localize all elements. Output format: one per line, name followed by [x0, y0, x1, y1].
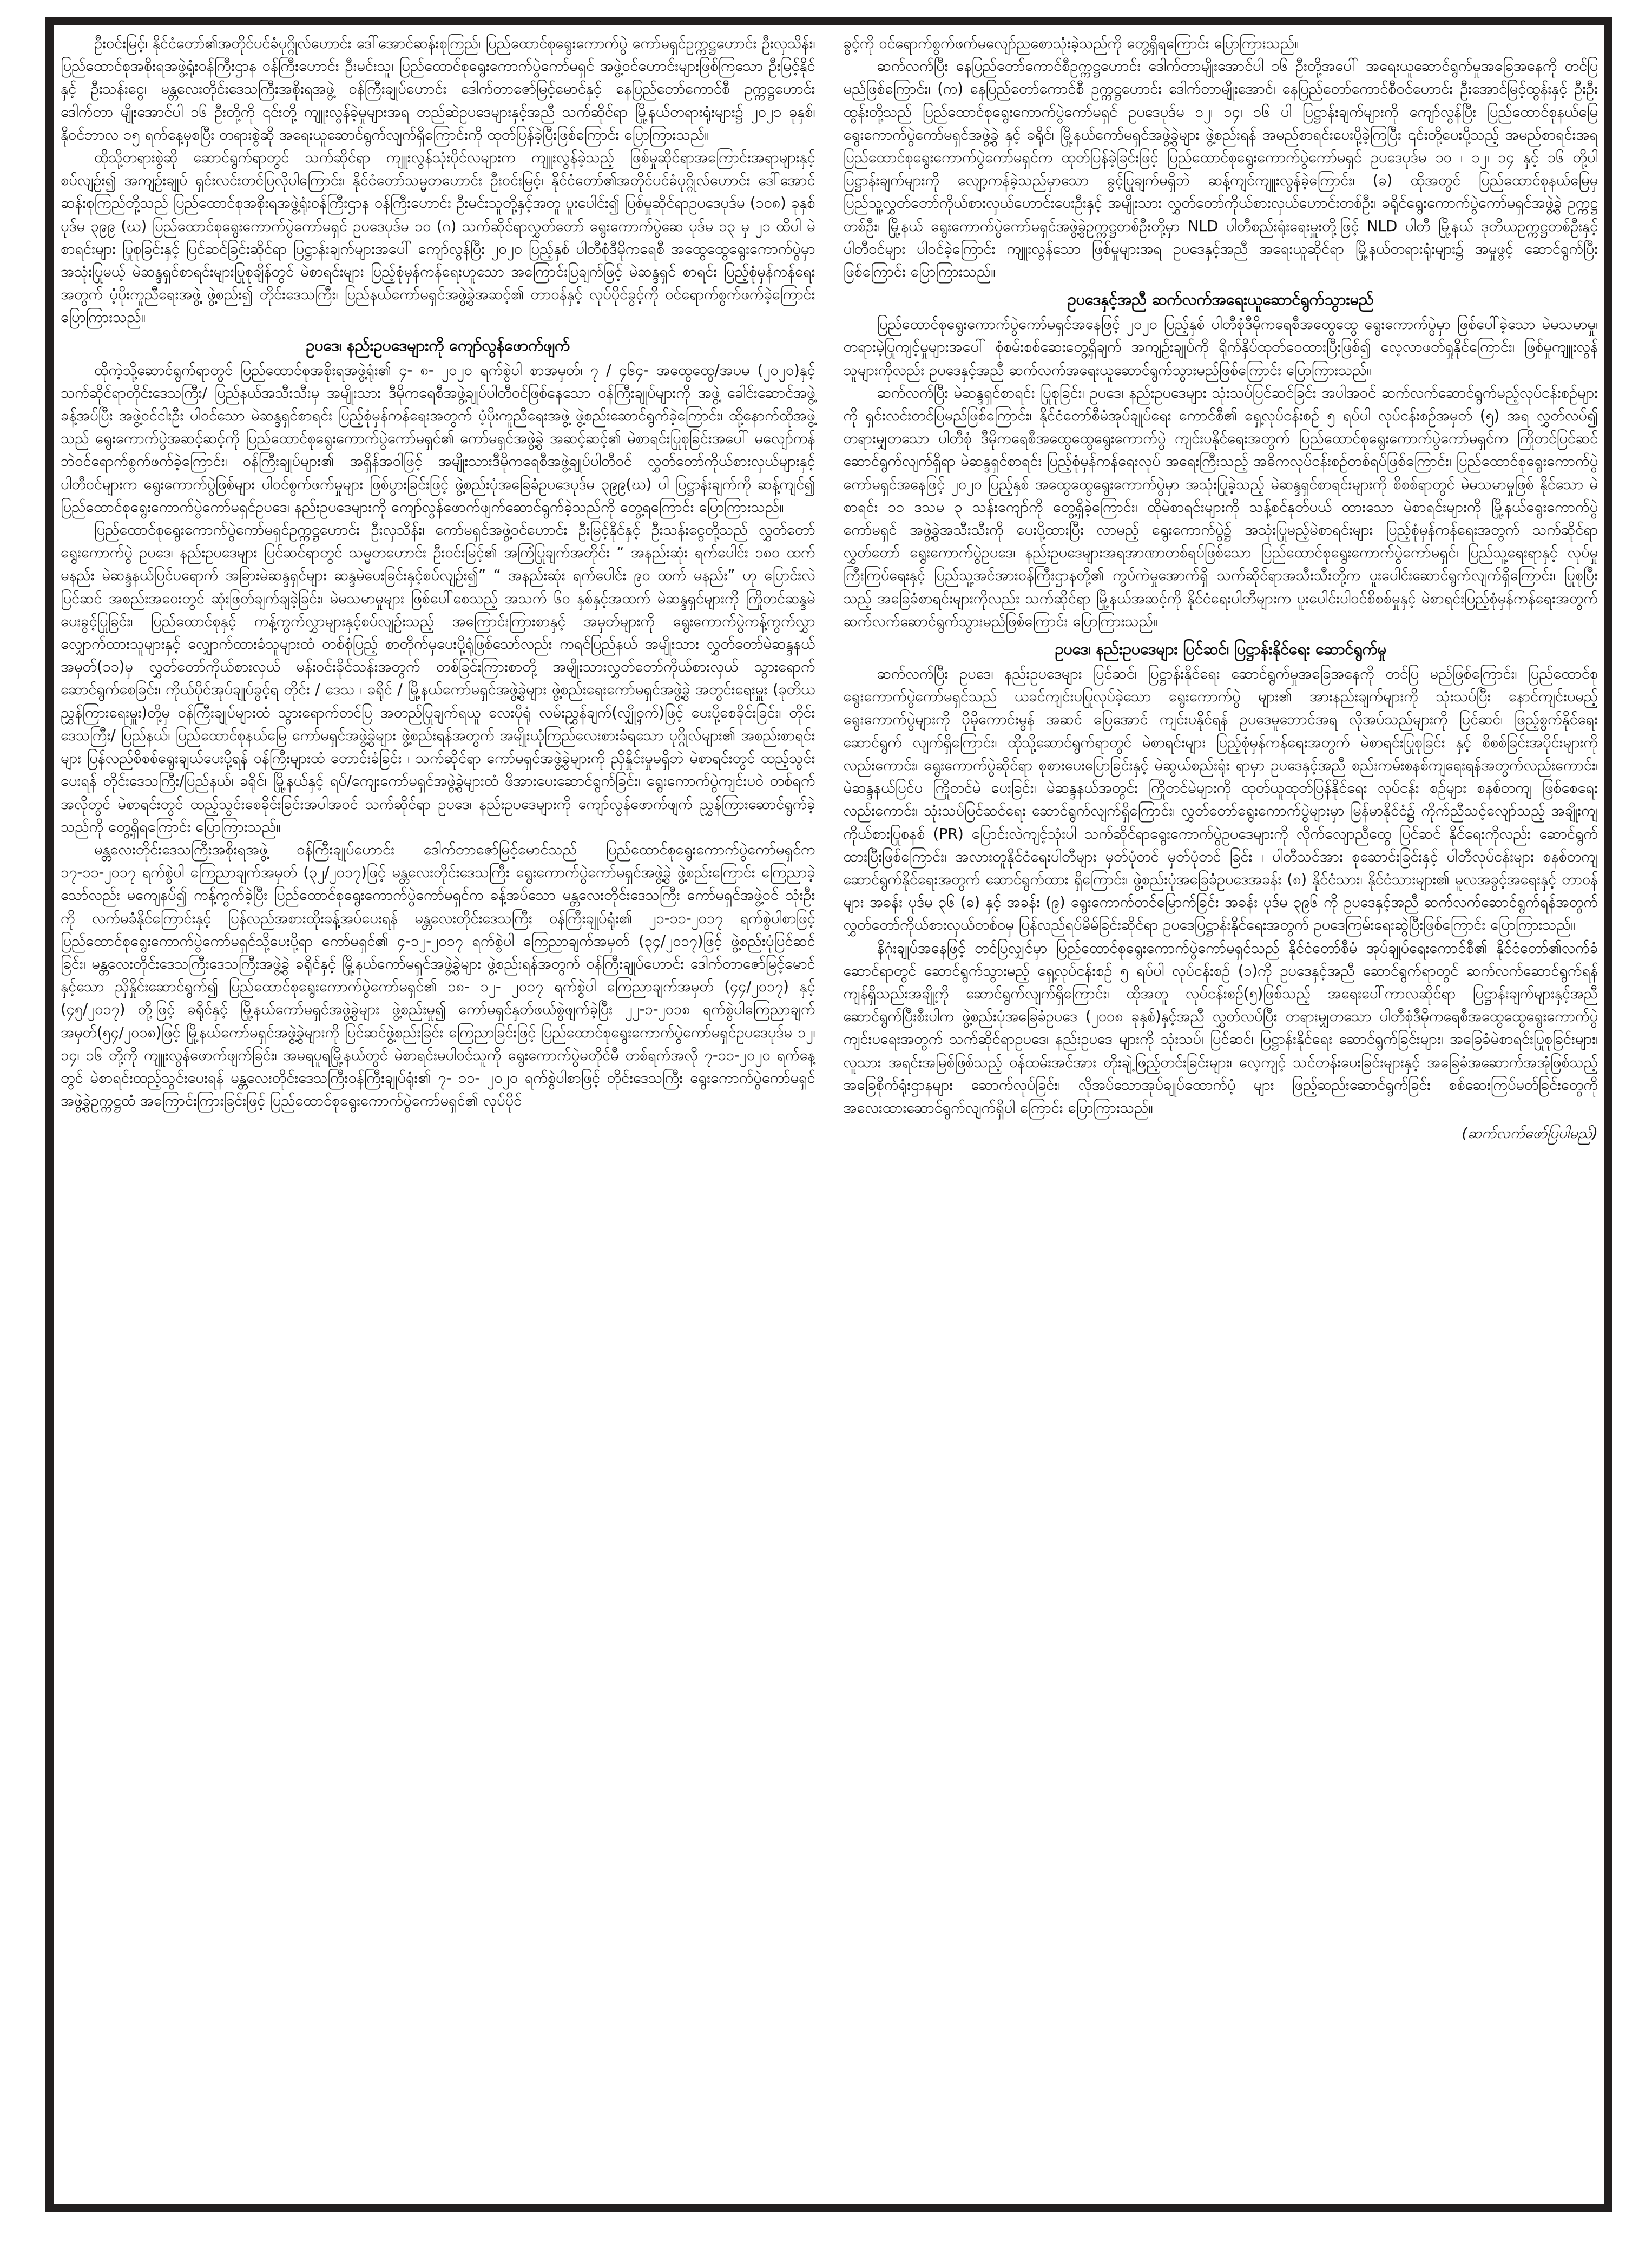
to-be-continued-note: (ဆက်လက်ဖော်ပြပါမည်)	[1462, 1125, 1598, 1142]
paragraph: နိဂုံးချုပ်အနေဖြင့် တင်ပြလျှင်မှာ ပြည်ထောင်စုရွေးကောက်ပွဲကော်မရှင်သည် နိုင်ငံတော်စီမံ အုပ်ချုပ်ရေးကောင်စီ၏ နိုင်ငံတော်၏လက်ခံဆောင်ရာတွင် ဆောင်ရွက်သွားမည့် ရှေ့လုပ်ငန်းစဉ် ၅ ရပ်ပါ လုပ်ငန်းစဉ် (၁)ကို ဥပဒေနှင့်အညီ ဆောင်ရွက်ရာတွင် ဆက်လက်ဆောင်ရွက်ရန် ကျန်ရှိသည်းအချို့ကို ဆောင်ရွက်လျက်ရှိကြောင်း၊ ထိုအတူ လုပ်ငန်းစဉ်(၅)ဖြစ်သည့် အရေးပေါ်ကာလဆိုင်ရာ ပြဋ္ဌာန်းချက်များနှင့်အညီ ဆောင်ရွက်ပြီးစီးပါက ဖွဲ့စည်းပုံအခြေခံဥပဒေ (၂၀၀၈ ခုနှစ်)နှင့်အညီ လွှတ်လပ်ပြီး တရားမျှတသော ပါတီစုံဒီမိုကရေစီအထွေထွေရွေးကောက်ပွဲကျင်းပရေးအတွက် သက်ဆိုင်ရာဥပဒေ၊ နည်းဥပဒေ များကို သုံးသပ်၊ ပြင်ဆင်၊ ပြဋ္ဌာန်းနိုင်ရေး ဆောင်ရွက်ခြင်းများ၊ အခြေခံမဲစာရင်းပြုစုခြင်းများ၊ လူသား အရင်းအမြစ်ဖြစ်သည့် ဝန်ထမ်းအင်အား တိုးချဲ့ဖြည့်တင်းခြင်းများ၊ လေ့ကျင့် သင်တန်းပေးခြင်းများနှင့် အခြေခံအဆောက်အအုံဖြစ်သည့် အခြေစိုက်ရုံးဌာနများ ဆောက်လုပ်ခြင်း၊ လိုအပ်သောအုပ်ချုပ်ထောက်ပံ့ များ ဖြည့်ဆည်းဆောင်ရွက်ခြင်း စစ်ဆေးကြပ်မတ်ခြင်းတွေကို အလေးထားဆောင်ရွက်လျက်ရှိပါ ကြောင်း ပြောကြားသည်။	[843, 939, 1598, 1116]
page-border-bottom	[45, 2204, 1612, 2212]
paragraph: ပြည်ထောင်စုရွေးကောက်ပွဲကော်မရှင်ဥက္ကဋ္ဌဟောင်း ဦးလှသိန်း၊ ကော်မရှင်အဖွဲ့ဝင်ဟောင်း ဦးမြင့်နိုင်နှင့် ဦးသန်းငွေတို့သည် လွှတ်တော်ရွေးကောက်ပွဲ ဥပဒေ၊ နည်းဥပဒေများ ပြင်ဆင်ရာတွင် သမ္မတဟောင်း ဦးဝင်းမြင့်၏ အကြံပြုချက်အတိုင်း “ အနည်းဆုံး ရက်ပေါင်း ၁၈၀ ထက်မနည်း မဲဆန္ဒနယ်ပြင်ပရောက် အခြားမဲဆန္ဒရှင်များ ဆန္ဒမဲပေးခြင်းနှင့်စပ်လျဉ်း၍” “ အနည်းဆုံး ရက်ပေါင်း ၉၀ ထက် မနည်း” ဟု ပြောင်းလဲပြင်ဆင် အစည်းအဝေးတွင် ဆုံးဖြတ်ချက်ချခဲ့ခြင်း၊ မဲမသမာမှုများ ဖြစ်ပေါ်စေသည့် အသက် ၆၀ နှစ်နှင့်အထက် မဲဆန္ဒရှင်များကို ကြိုတင်ဆန္ဒမဲပေးခွင့်ပြုခြင်း၊ ပြည်ထောင်စုနှင့် ကန့်ကွက်လွှာများနှင့်စပ်လျဉ်းသည့် အကြောင်းကြားစာနှင့် အမှတ်များကို ရွေးကောက်ပွဲကန့်ကွက်လွှာ လျှောက်ထားသူများနှင့် လျှောက်ထားခံသူများထံ တစ်စုံပြည့် စာတိုက်မှပေးပို့ရုံဖြစ်သော်လည်း ကရင်ပြည်နယ် အမျိုးသား လွှတ်တော်မဲဆန္ဒနယ်အမှတ်(၁၁)မှ လွှတ်တော်ကိုယ်စားလှယ် မန်းဝင်းခိုင်သန်းအတွက် တစ်ခြင်းကြားစာတို့ အမျိုးသားလွှတ်တော်ကိုယ်စားလှယ် သွားရောက်ဆောင်ရွက်စေခြင်း၊ ကိုယ်ပိုင်အုပ်ချုပ်ခွင့်ရ တိုင်း / ဒေသ ၊ ခရိုင် / မြို့နယ်ကော်မရှင်အဖွဲ့ခွဲများ ဖွဲ့စည်းရေးကော်မရှင်အဖွဲ့ခွဲ အတွင်းရေးမှူး (ခုတိယညွှန်ကြားရေးမှူး)တို့မှ ဝန်ကြီးချုပ်များထံ သွားရောက်တင်ပြ အတည်ပြုချက်ရယူ လေးပိုရုံ လမ်းညွှန်ချက်(လျှို့ဝှက်)ဖြင့် ပေးပို့စေခိုင်းခြင်း၊ တိုင်းဒေသကြီး/ ပြည်နယ်၊ ပြည်ထောင်စုနယ်မြေ ကော်မရှင်အဖွဲ့ခွဲများ ဖွဲ့စည်းရန်အတွက် အမျိုးယုံကြည်လေးစားခံရသော ပုဂ္ဂိုလ်များ၏ အစည်းစာရင်းများ ပြန်လည်စိစစ်ရွေးချယ်ပေးပို့ရန် ဝန်ကြီးများထံ တောင်းခံခြင်း ၊ သက်ဆိုင်ရာ ကော်မရှင်အဖွဲ့ခွဲများကို ညှိနှိုင်းမှုမရှိဘဲ မဲစာရင်းတွင် ထည့်သွင်းပေးရန် တိုင်းဒေသကြီး/ပြည်နယ်၊ ခရိုင်၊ မြို့နယ်နှင့် ရပ်/ကျေးကော်မရှင်အဖွဲ့ခွဲများထံ ဖိအားပေးဆောင်ရွက်ခြင်း၊ ရွေးကောက်ပွဲကျင်းပဝဲ တစ်ရက်အလိုတွင် မဲစာရင်းတွင် ထည့်သွင်းစေခိုင်းခြင်းအပါအဝင် သက်ဆိုင်ရာ ဥပဒေ၊ နည်းဥပဒေများကို ကျော်လွန်ဖောက်ဖျက် ညွှန်ကြားဆောင်ရွက်ခဲ့သည်ကို တွေ့ရှိရကြောင်း ပြောကြားသည်။	[61, 522, 815, 836]
paragraph: ပြည်ထောင်စုရွေးကောက်ပွဲကော်မရှင်အနေဖြင့် ၂၀၂၀ ပြည့်နှစ် ပါတီစုံဒီမိုကရေစီအထွေထွေ ရွေးကောက်ပွဲမှာ ဖြစ်ပေါ်ခဲ့သော မဲမသမာမှု၊ တရားမဲ့ပြုကျင့်မှုများအပေါ် စုံစမ်းစစ်ဆေးတွေ့ရှိချက် အကျဉ်းချုပ်ကို ရိုက်နှိပ်ထုတ်ဝေထားပြီးဖြစ်၍ လေ့လာဖတ်ရှုနိုင်ကြောင်း၊ ဖြစ်မှုကျူးလွန်သူများကိုလည်း ဥပဒေနှင့်အညီ ဆက်လက်အရေးယူဆောင်ရွက်သွားမည်ဖြစ်ကြောင်း ပြောကြားသည်။	[843, 316, 1598, 379]
page-border-left	[45, 17, 54, 2212]
paragraph: ဦးဝင်းမြင့်၊ နိုင်ငံတော်၏အတိုင်ပင်ခံပုဂ္ဂိုလ်ဟောင်း ဒေါ်အောင်ဆန်းစုကြည်၊ ပြည်ထောင်စုရွေးကောက်ပွဲ ကော်မရှင်ဥက္ကဋ္ဌဟောင်း ဦးလှသိန်း၊ ပြည်ထောင်စုအစိုးရအဖွဲ့ရုံးဝန်ကြီးဌာန ဝန်ကြီးဟောင်း ဦးမင်းသူ၊ ပြည်ထောင်စုရွေးကောက်ပွဲကော်မရှင် အဖွဲ့ဝင်ဟောင်းများဖြစ်ကြသော ဦးမြင့်နိုင်နှင့် ဦးသန်းငွေ၊ မန္တလေးတိုင်းဒေသကြီးအစိုးရအဖွဲ့ ဝန်ကြီးချုပ်ဟောင်း ဒေါက်တာဇော်မြင့်မောင်နှင့် နေပြည်တော်ကောင်စီ ဥက္ကဋ္ဌဟောင်း ဒေါက်တာ မျိုးအောင်ပါ ၁၆ ဦးတို့ကို ၎င်းတို့ ကျူးလွန်ခဲ့မှုများအရ တည်ဆဲဥပဒေများနှင့်အညီ သက်ဆိုင်ရာ မြို့နယ်တရားရုံးများ၌ ၂၀၂၁ ခုနှစ်၊ နိုဝင်ဘာလ ၁၅ ရက်နေ့မှစပြီး တရားစွဲဆို အရေးယူဆောင်ရွက်လျက်ရှိကြောင်းကို ထုတ်ပြန်ခဲ့ပြီးဖြစ်ကြောင်း ပြောကြားသည်။	[61, 35, 815, 143]
paragraph: မန္တလေးတိုင်းဒေသကြီးအစိုးရအဖွဲ့ ဝန်ကြီးချုပ်ဟောင်း ဒေါက်တာဇော်မြင့်မောင်သည် ပြည်ထောင်စုရွေးကောက်ပွဲကော်မရှင်က ၁၇-၁၁-၂၀၁၇ ရက်စွဲပါ ကြေညာချက်အမှတ် (၃၂/၂၀၁၇)ဖြင့် မန္တလေးတိုင်းဒေသကြီး ရွေးကောက်ပွဲကော်မရှင်အဖွဲ့ခွဲ ဖွဲ့စည်းကြောင်း ကြေညာခဲ့သော်လည်း မကျေနပ်၍ ကန့်ကွက်ခဲ့ပြီး ပြည်ထောင်စုရွေးကောက်ပွဲကော်မရှင်က ခန့်အပ်သော မန္တလေးတိုင်းဒေသကြီး ကော်မရှင်အဖွဲ့ဝင် သုံးဦးကို လက်မခံနိုင်ကြောင်းနှင့် ပြန်လည်အစားထိုးခန့်အပ်ပေးရန် မန္တလေးတိုင်းဒေသကြီး ဝန်ကြီးချုပ်ရုံး၏ ၂၁-၁၁-၂၀၁၇ ရက်စွဲပါစာဖြင့် ပြည်ထောင်စုရွေးကောက်ပွဲကော်မရှင်သို့ပေးပို့ရာ ကော်မရှင်၏ ၄-၁၂-၂၀၁၇ ရက်စွဲပါ ကြေညာချက်အမှတ် (၃၄/၂၀၁၇)ဖြင့် ဖွဲ့စည်းပုံပြင်ဆင်ခြင်း၊ မန္တလေးတိုင်းဒေသကြီးဒေသကြီးအဖွဲ့ခွဲ ခရိုင်နှင့် မြို့နယ်ကော်မရှင်အဖွဲ့ခွဲများ ဖွဲ့စည်းရန်အတွက် ဝန်ကြီးချုပ်ဟောင်း ဒေါက်တာဇော်မြင့်မောင်နှင့်သော ညှိနှိုင်းဆောင်ရွက်၍ ပြည်ထောင်စုရွေးကောက်ပွဲကော်မရှင်၏ ၁၈- ၁၂- ၂၀၁၇ ရက်စွဲပါ ကြေညာချက်အမှတ် (၄၄/၂၀၁၇) နှင့် (၄၅/၂၀၁၇) တို့ဖြင့် ခရိုင်နှင့် မြို့နယ်ကော်မရှင်အဖွဲ့ခွဲများ ဖွဲ့စည်းမှု၍ ကော်မရှင်နှတ်ဖယ်စွဲဖျက်ခဲ့ပြီး ၂၂-၁-၂၀၁၈ ရက်စွဲပါကြေညာချက်အမှတ်(၅၄/၂၀၁၈)ဖြင့် မြို့နယ်ကော်မရှင်အဖွဲ့ခွဲများကို ပြင်ဆင်ဖွဲ့စည်းခြင်း ကြေညာခြင်းဖြင့် ပြည်ထောင်စုရွေးကောက်ပွဲကော်မရှင်ဥပဒေပုဒ်မ ၁၂၊ ၁၄၊ ၁၆ တို့ကို ကျူးလွန်ဖောက်ဖျက်ခြင်း၊ အမရပူရမြို့နယ်တွင် မဲစာရင်းမပါဝင်သူကို ရွေးကောက်ပွဲမတိုင်မီ တစ်ရက်အလို ၇-၁၁-၂၀၂၀ ရက်နေ့တွင် မဲစာရင်းထည့်သွင်းပေးရန် မန္တလေးတိုင်းဒေသကြီးဝန်ကြီးချုပ်ရုံး၏ ၇- ၁၁- ၂၀၂၀ ရက်စွဲပါစာဖြင့် တိုင်းဒေသကြီး ရွေးကောက်ပွဲကော်မရှင်အဖွဲ့ခွဲဥက္ကဋ္ဌထံ အကြောင်းကြားခြင်းဖြင့် ပြည်ထောင်စုရွေးကောက်ပွဲကော်မရှင်၏ လုပ်ပိုင်	[61, 841, 815, 1110]
section-heading-law-amendment: ဥပဒေ၊ နည်းဥပဒေများ ပြင်ဆင်၊ ပြဋ္ဌာန်းနိုင်ရေး ဆောင်ရွက်မှု	[1055, 640, 1386, 659]
paragraph: ခွင့်ကို ဝင်ရောက်စွက်ဖက်မလျော်ညစောသုံးခဲ့သည်ကို တွေ့ရှိရကြောင်း ပြောကြားသည်။	[843, 35, 1299, 52]
paragraph: ဆက်လက်ပြီး မဲဆန္ဒရှင်စာရင်း ပြုစုခြင်း၊ ဥပဒေ၊ နည်းဥပဒေများ သုံးသပ်ပြင်ဆင်ခြင်း အပါအဝင် ဆက်လက်ဆောင်ရွက်မည့်လုပ်ငန်းစဉ်များကို ရှင်းလင်းတင်ပြမည်ဖြစ်ကြောင်း၊ နိုင်ငံတော်စီမံအုပ်ချုပ်ရေး ကောင်စီ၏ ရှေ့လုပ်ငန်းစဉ် ၅ ရပ်ပါ လုပ်ငန်းစဉ်အမှတ် (၅) အရ လွှတ်လပ်၍ တရားမျှတသော ပါတီစုံ ဒီမိုကရေစီအထွေထွေရွေးကောက်ပွဲ ကျင်းပနိုင်ရေးအတွက် ပြည်ထောင်စုရွေးကောက်ပွဲကော်မရှင်က ကြိုတင်ပြင်ဆင်ဆောင်ရွက်လျက်ရှိရာ မဲဆန္ဒရှင်စာရင်း ပြည့်စုံမှန်ကန်ရေးလုပ် အရေးကြီးသည့် အဓိကလုပ်ငန်းစဉ်တစ်ရပ်ဖြစ်ကြောင်း၊ ပြည်ထောင်စုရွေးကောက်ပွဲကော်မရှင်အနေဖြင့် ၂၀၂၀ ပြည့်နှစ် အထွေထွေရွေးကောက်ပွဲမှာ အသုံးပြုခဲ့သည့် မဲဆန္ဒရှင်စာရင်းများကို စိစစ်ရာတွင် မဲမသမာမှုဖြစ် နိုင်သော မဲစာရင်း ၁၁ ဒသမ ၃ သန်းကျော်ကို တွေ့ရှိခဲ့ကြောင်း၊ ထိုမဲစာရင်းများကို သန့်စင်နုတ်ပယ် ထားသော မဲစာရင်းများကို မြို့နယ်ရွေးကောက်ပွဲကော်မရှင် အဖွဲ့ခွဲအသီးသီးကို ပေးပို့ထားပြီး လာမည့် ရွေးကောက်ပွဲ၌ အသုံးပြုမည့်မဲစာရင်းများ ပြည့်စုံမှန်ကန်ရေးအတွက် သက်ဆိုင်ရာလွှတ်တော် ရွေးကောက်ပွဲဥပဒေ၊ နည်းဥပဒေများအရအာဏာတစ်ရပ်ဖြစ်သော ပြည်ထောင်စုရွေးကောက်ပွဲကော်မရှင်၊ ပြည်သူ့ရေးရာနှင့် လုပ်မှုကြီးကြပ်ရေးနှင့် ပြည်သူ့အင်အားဝန်ကြီးဌာနတို့၏ ကွပ်ကဲမှုအောက်ရှိ သက်ဆိုင်ရာအသီးသီးတို့က ပူးပေါင်းဆောင်ရွက်လျက်ရှိကြောင်း၊ ပြုစုပြီးသည့် အခြေခံစာရင်းများကိုလည်း သက်ဆိုင်ရာ မြို့နယ်အဆင့်ကို နိုင်ငံရေးပါတီများက ပူးပေါင်းပါဝင်စိစစ်မှုနှင့် မဲစာရင်းပြည့်စုံမှန်ကန်ရေးအတွက် ဆက်လက်ဆောင်ရွက်သွားမည်ဖြစ်ကြောင်း ပြောကြားသည်။	[843, 384, 1598, 630]
page-border-right	[1604, 17, 1612, 2212]
article-content	[61, 32, 1598, 2197]
right-column	[844, 32, 1598, 2197]
paragraph: ဆက်လက်ပြီး နေပြည်တော်ကောင်စီဥက္ကဋ္ဌဟောင်း ဒေါက်တာမျိုးအောင်ပါ ၁၆ ဦးတို့အပေါ် အရေးယူဆောင်ရွက်မှုအခြေအနေကို တင်ပြမည်ဖြစ်ကြောင်း၊ (က) နေပြည်တော်ကောင်စီ ဥက္ကဋ္ဌဟောင်း ဒေါက်တာမျိုးအောင်၊ နေပြည်တော်ကောင်စီဝင်ဟောင်း ဦးအောင်မြင့်ထွန်းနှင့် ဦးဦးထွန်းတို့သည် ပြည်ထောင်စုရွေးကောက်ပွဲကော်မရှင် ဥပဒေပုဒ်မ ၁၂၊ ၁၄၊ ၁၆ ပါ ပြဋ္ဌာန်းချက်များကို ကျော်လွန်ပြီး ပြည်ထောင်စုနယ်မြေရွေးကောက်ပွဲကော်မရှင်အဖွဲ့ခွဲ နှင့် ခရိုင်၊ မြို့နယ်ကော်မရှင်အဖွဲ့ခွဲများ ဖွဲ့စည်းရန် အမည်စာရင်းပေးပို့ခဲ့ကြပြီး ၎င်းတို့ပေးပို့သည့် အမည်စာရင်းအရ ပြည်ထောင်စုရွေးကောက်ပွဲကော်မရှင်က ထုတ်ပြန်ခဲ့ခြင်းဖြင့် ပြည်ထောင်စုရွေးကောက်ပွဲကော်မရှင် ဥပဒေပုဒ်မ ၁၀ ၊ ၁၂၊ ၁၄ နှင့် ၁၆ တို့ပါ ပြဋ္ဌာန်းချက်များကို လျော့ကန်ခဲ့သည်မှာသော ခွင့်ပြုချက်မရှိဘဲ ဆန့်ကျင်ကျူးလွန်ခဲ့ကြောင်း၊ (ခ) ထိုအတွင် ပြည်ထောင်စုနယ်မြေမှ ပြည်သူ့လွှတ်တော်ကိုယ်စားလှယ်ဟောင်းပေးဦးနှင့် အမျိုးသား လွှတ်တော်ကိုယ်စားလှယ်ဟောင်းတစ်ဦး၊ ခရိုင်ရွေးကောက်ပွဲကော်မရှင်အဖွဲ့ခွဲ ဥက္ကဋ္ဌတစ်ဦး၊ မြို့နယ် ရွေးကောက်ပွဲကော်မရှင်အဖွဲ့ခွဲဥက္ကဋ္ဌတစ်ဦးတို့မှာ NLD ပါတီစည်းရုံးရေးမှူးတို့ဖြင့် NLD ပါတီ မြို့နယ် ဒုတိယဥက္ကဋ္ဌတစ်ဦးနှင့် ပါတီဝင်များ ပါဝင်ခဲ့ကြောင်း ကျူးလွန်သော ဖြစ်မှုများအရ ဥပဒေနှင့်အညီ အရေးယူဆိုင်ရာ မြို့နယ်တရားရုံးများ၌ အမှုဖွင့် ဆောင်ရွက်ပြီးဖြစ်ကြောင်း ပြောကြားသည်။	[843, 58, 1598, 281]
page-border-top	[45, 17, 1612, 25]
paragraph: ဆက်လက်ပြီး ဥပဒေ၊ နည်းဥပဒေများ ပြင်ဆင်၊ ပြဋ္ဌာန်းနိုင်ရေး ဆောင်ရွက်မှုအခြေအနေကို တင်ပြ မည်ဖြစ်ကြောင်း၊ ပြည်ထောင်စုရွေးကောက်ပွဲကော်မရှင်သည် ယခင်ကျင်းပပြုလုပ်ခဲ့သော ရွေးကောက်ပွဲ များ၏ အားနည်းချက်များကို သုံးသပ်ပြီး နောင်ကျင်းပမည့် ရွေးကောက်ပွဲများကို ပိုမိုကောင်းမွန် အဆင် ပြေအောင် ကျင်းပနိုင်ရန် ဥပဒေမူဘောင်အရ လိုအပ်သည်များကို ပြင်ဆင်၊ ဖြည့်စွက်နိုင်ရေး ဆောင်ရွက် လျက်ရှိကြောင်း၊ ထိုသို့ဆောင်ရွက်ရာတွင် မဲစာရင်းများ ပြည့်စုံမှန်ကန်ရေးအတွက် မဲစာရင်းပြုစုခြင်း နှင့် စိစစ်ခြင်းအပိုင်းများကိုလည်းကောင်း၊ ရွေးကောက်ပွဲဆိုင်ရာ စုစားပေးပြောခြင်းနှင့် မဲဆွယ်စည်းရုံး ရာမှာ ဥပဒေနှင့်အညီ စည်းကမ်းစနစ်ကျရေးရန်အတွက်လည်းကောင်း၊ မဲဆန္ဒနယ်ပြင်ပ ကြိုတင်မဲ ပေးခြင်း၊ မဲဆန္ဒနယ်အတွင်း ကြိုတင်မဲများကို ထုတ်ယူထုတ်ပြန်နိုင်ရေး လုပ်ငန်း စဉ်များ စနစ်တကျ ဖြစ်စေရေးလည်းကောင်း၊ သုံးသပ်ပြင်ဆင်ရေး ဆောင်ရွက်လျက်ရှိကြောင်း၊ လွှတ်တော်ရွေးကောက်ပွဲများမှာ မြန်မာနိုင်ငံ၌ ကိုက်ညီသင့်လျော်သည့် အချိုးကျကိုယ်စားပြုစနစ် (PR) ပြောင်းလဲကျင့်သုံးပါ သက်ဆိုင်ရာရွေးကောက်ပွဲဥပဒေများကို လိုက်လျောညီထွေ ပြင်ဆင် နိုင်ရေးကိုလည်း ဆောင်ရွက်ထားပြီးဖြစ်ကြောင်း၊ အလားတူနိုင်ငံရေးပါတီများ မှတ်ပုံတင် မှတ်ပုံတင် ခြင်း ၊ ပါတီသင်အား စုဆောင်းခြင်းနှင့် ပါတီလုပ်ငန်းများ စနစ်တကျ ဆောင်ရွက်နိုင်ရေးအတွက် ဆောင်ရွက်ထား ရှိကြောင်း၊ ဖွဲ့စည်းပုံအခြေခံဥပဒေအခန်း (၈) နိုင်ငံသား၊ နိုင်ငံသားများ၏ မူလအခွင့်အရေးနှင့် တာဝန်များ အခန်း ပုဒ်မ ၃၆ (ခ) နှင့် အခန်း (၉) ရွေးကောက်တင်မြောက်ခြင်း အခန်း ပုဒ်မ ၃၉၆ ကို ဥပဒေနှင့်အညီ ဆက်လက်ဆောင်ရွက်ရန်အတွက် လွှတ်တော်ကိုယ်စားလှယ်တစ်ဝမှ ပြန်လည်ရပ်မိမ်ခြင်းဆိုင်ရာ ဥပဒေပြဋ္ဌာန်းနိုင်ရေးအတွက် ဥပဒေကြမ်းရေးဆွဲပြီးဖြစ်ကြောင်း ပြောကြားသည်။	[843, 666, 1598, 934]
section-heading-continued-action: ဥပဒေနှင့်အညီ ဆက်လက်အရေးယူဆောင်ရွက်သွားမည်	[1067, 290, 1374, 309]
paragraph: ထိုကဲ့သို့ဆောင်ရွက်ရာတွင် ပြည်ထောင်စုအစိုးရအဖွဲ့ရုံး၏ ၄- ၈- ၂၀၂၀ ရက်စွဲပါ စာအမှတ်၊ ၇ / ၄၆၄- အထွေထွေ/အပမ (၂၀၂၀)နှင့် သက်ဆိုင်ရာတိုင်းဒေသကြီး/ ပြည်နယ်အသီးသီးမှ အမျိုးသား ဒီမိုကရေစီအဖွဲ့ချုပ်ပါတီဝင်ဖြစ်နေသော ဝန်ကြီးချုပ်များကို အဖွဲ့ ခေါင်းဆောင်အဖွဲ့ခန့်အပ်ပြီး အဖွဲ့ဝင်ငါးဦး ပါဝင်သော မဲဆန္ဒရှင်စာရင်း ပြည့်စုံမှန်ကန်ရေးအတွက် ပံ့ပိုးကူညီရေးအဖွဲ့ ဖွဲ့စည်းဆောင်ရွက်ခဲ့ကြောင်း၊ ထို့နောက်ထိုအဖွဲ့သည် ရွေးကောက်ပွဲအဆင့်ဆင့်ကို ပြည်ထောင်စုရွေးကောက်ပွဲကော်မရှင်၏ ကော်မရှင်အဖွဲ့ခွဲ အဆင့်ဆင့်၏ မဲစာရင်းပြုစုခြင်းအပေါ် မလျော်ကန်ဘဲဝင်ရောက်စွက်ဖက်ခဲ့ကြောင်း၊ ဝန်ကြီးချုပ်များ၏ အရှိန်အဝါဖြင့် အမျိုးသားဒီမိုကရေစီအဖွဲ့ချုပ်ပါတီဝင် လွှတ်တော်ကိုယ်စားလှယ်များနှင့် ပါတီဝင်များက ရွေးကောက်ပွဲဖြစ်များ ပါဝင်စွက်ဖက်မှုများ ဖြစ်ပွားခြင်းဖြင့် ဖွဲ့စည်းပုံအခြေခံဥပဒေပုဒ်မ ၃၉၉(ဃ) ပါ ပြဋ္ဌာန်းချက်ကို ဆန့်ကျင်၍ ပြည်ထောင်စုရွေးကောက်ပွဲကော်မရှင်ဥပဒေ၊ နည်းဥပဒေများကို ကျော်လွန်ဖောက်ဖျက်ဆောင်ရွက်ခဲ့သည်ကို တွေ့ရကြောင်း ပြောကြားသည်။	[61, 361, 815, 516]
section-heading-law-violation: ဥပဒေ၊ နည်းဥပဒေများကို ကျော်လွန်ဖောက်ဖျက်	[306, 336, 570, 354]
paragraph: ထိုသို့တရားစွဲဆို ဆောင်ရွက်ရာတွင် သက်ဆိုင်ရာ ကျူးလွန်သုံးပိုင်လများက ကျူးလွန်ခဲ့သည့် ဖြစ်မှုဆိုင်ရာအကြောင်းအရာများနှင့်စပ်လျဉ်း၍ အကျဉ်းချုပ် ရှင်းလင်းတင်ပြလိုပါကြောင်း၊ နိုင်ငံတော်သမ္မတဟောင်း ဦးဝင်းမြင့်၊ နိုင်ငံတော်၏အတိုင်ပင်ခံပုဂ္ဂိုလ်ဟောင်း ဒေါ်အောင်ဆန်းစုကြည်တို့သည် ပြည်ထောင်စုအစိုးရအဖွဲ့ရုံးဝန်ကြီးဌာန ဝန်ကြီးဟောင်း ဦးမင်းသူတို့နှင့်အတူ ပူးပေါင်း၍ ပြစ်မှုဆိုင်ရာဥပဒေပုဒ်မ (၁၀၈) ခုနှစ် ပုဒ်မ ၃၉၉ (ဃ) ပြည်ထောင်စုရွေးကောက်ပွဲကော်မရှင် ဥပဒေပုဒ်မ ၁၀ (ဂ) သက်ဆိုင်ရာလွှတ်တော် ရွေးကောက်ပွဲဆေ ပုဒ်မ ၁၃ မှ ၂၁ ထိပါ မဲစာရင်းများ ပြုစုခြင်းနှင့် ပြင်ဆင်ခြင်းဆိုင်ရာ ပြဋ္ဌာန်းချက်များအပေါ် ကျော်လွန်ပြီး ၂၀၂၀ ပြည့်နှစ် ပါတီစုံဒီမိုကရေစီ အထွေထွေရွေးကောက်ပွဲမှာ အသုံးပြုမယ့် မဲဆန္ဒရှင်စာရင်းများပြုစုချိန်တွင် မဲစာရင်းများ ပြည့်စုံမှန်ကန်ရေးဟူသော အကြောင်းပြချက်ဖြင့် မဲဆန္ဒရှင် စာရင်း ပြည့်စုံမှန်ကန်ရေးအတွက် ပံ့ပိုးကူညီရေးအဖွဲ့ ဖွဲ့စည်း၍ တိုင်းဒေသကြီး၊ ပြည်နယ်ကော်မရှင်အဖွဲ့ခွဲအဆင့်၏ တာဝန်နှင့် လုပ်ပိုင်ခွင့်ကို ဝင်ရောက်စွက်ဖက်ခဲ့ကြောင်း ပြောကြားသည်။	[61, 149, 815, 326]
left-column	[61, 32, 815, 2197]
